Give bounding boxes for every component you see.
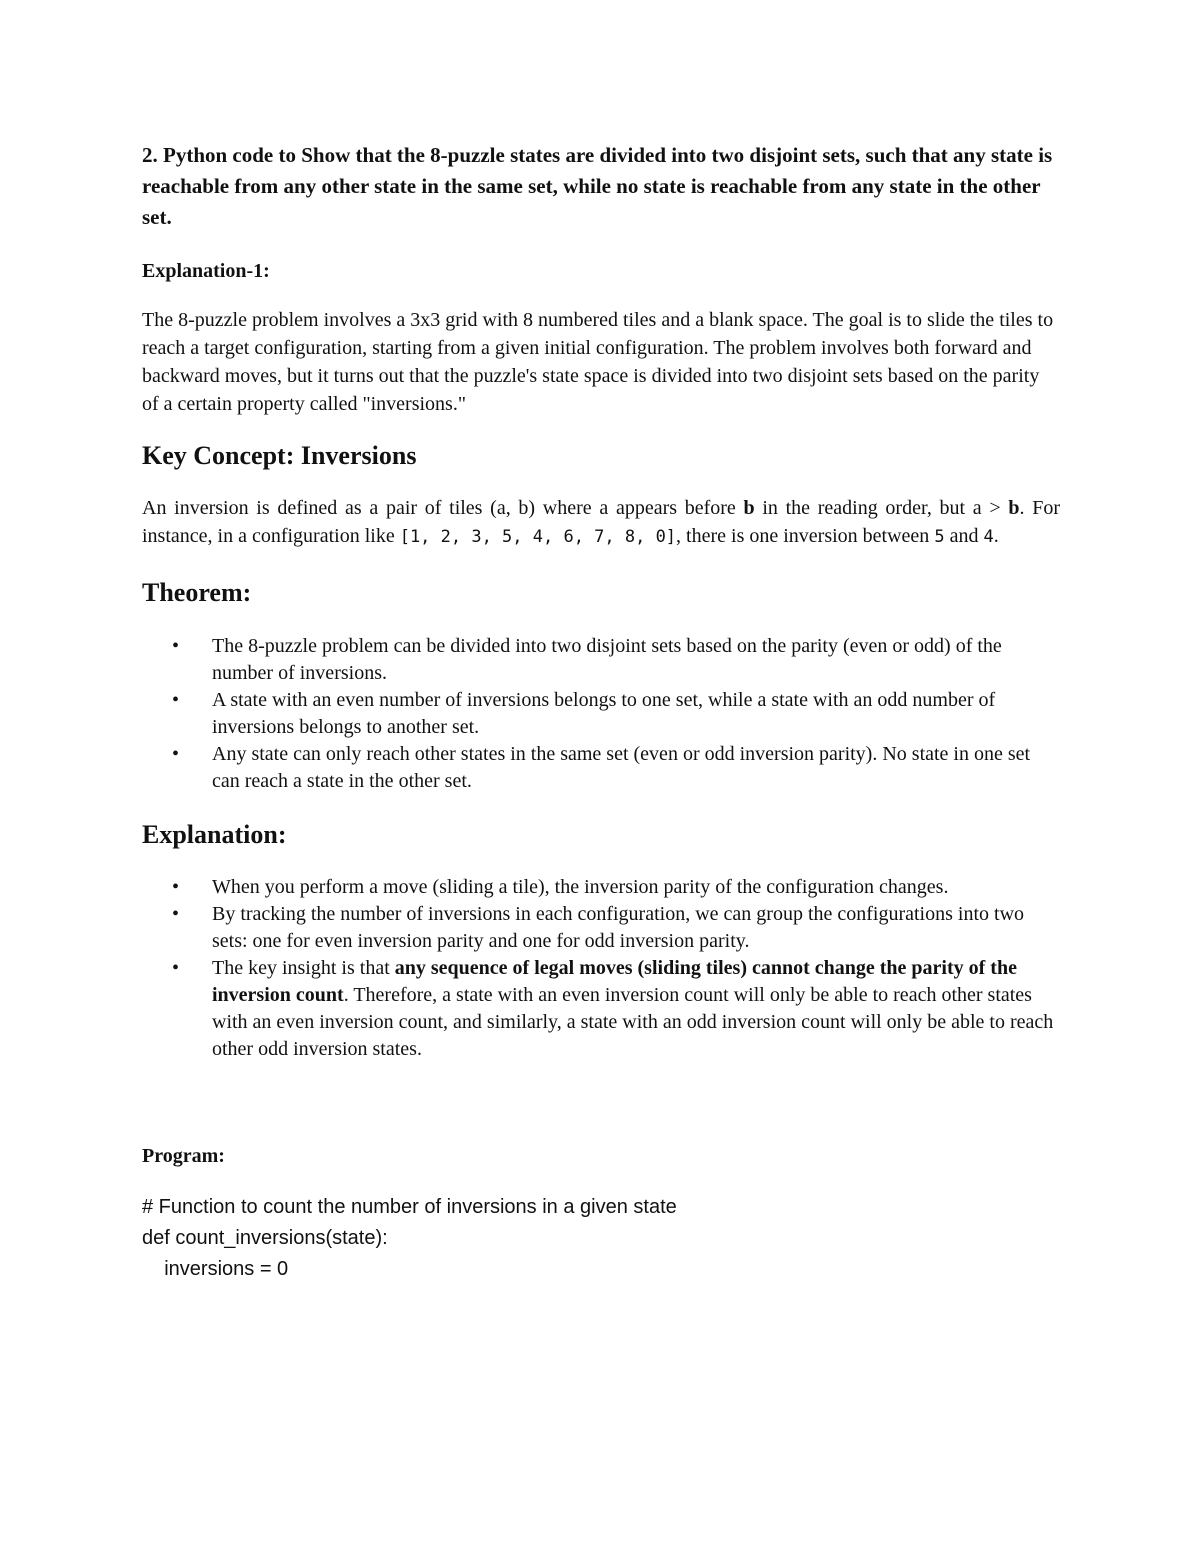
def-text-5: and xyxy=(944,525,984,547)
def-text-6: . xyxy=(993,525,999,547)
def-b-bold-2: b xyxy=(1008,497,1020,519)
code-line-inversions: inversions = 0 xyxy=(142,1258,289,1280)
document-page xyxy=(142,140,1060,1285)
def-text-3: . For instance, in a configuration like xyxy=(142,497,1060,547)
key-concept-heading: Key Concept: Inversions xyxy=(142,441,417,470)
inversion-definition xyxy=(142,494,1060,551)
theorem-list xyxy=(142,633,1060,795)
code-line-def: def count_inversions(state): xyxy=(142,1227,388,1249)
def-text-1: An inversion is defined as a pair of tiles (a, b) where a appears before xyxy=(142,497,744,519)
program-code xyxy=(142,1192,1060,1285)
explanation-heading: Explanation: xyxy=(142,820,287,849)
key-insight-start: The key insight is that xyxy=(212,957,395,979)
def-text-2: in the reading order, but a > xyxy=(754,497,1009,519)
explanation-1-paragraph: The 8-puzzle problem involves a 3x3 grid with 8 numbered tiles and a blank space. The goal is to slide the tiles to reach a target configuration, starting from a given initial configuration. The problem involves both forward and backward moves, but it turns out that the puzzle's state space is divided into two disjoint sets based on the parity of a certain property called "inversions." xyxy=(142,309,1054,415)
code-line-comment: # Function to count the number of inversions in a given state xyxy=(142,1196,677,1218)
code-five: 5 xyxy=(934,527,945,547)
theorem-item: • Any state can only reach other states in the same set (even or odd inversion parity). No state in one set can reach a state in the other set. xyxy=(142,741,1060,795)
key-insight-bold: any sequence of legal moves (sliding tiles) cannot change the parity of the inversion count xyxy=(212,957,1017,1006)
explanation-list xyxy=(142,874,1060,1063)
theorem-item: • A state with an even number of inversions belongs to one set, while a state with an odd number of inversions belongs to another set. xyxy=(142,687,1060,741)
code-four: 4 xyxy=(983,527,994,547)
theorem-heading: Theorem: xyxy=(142,578,252,607)
theorem-item: • The 8-puzzle problem can be divided into two disjoint sets based on the parity (even or odd) of the number of inversions. xyxy=(142,633,1060,687)
def-b-bold: b xyxy=(743,497,755,519)
explanation-item: • When you perform a move (sliding a tile), the inversion parity of the configuration changes. xyxy=(142,874,1060,901)
key-insight-end: . Therefore, a state with an even inversion count will only be able to reach other states with an even inversion count, and similarly, a state with an odd inversion count will only be able to reach other odd inversion states. xyxy=(212,984,1054,1060)
explanation-item: • By tracking the number of inversions in each configuration, we can group the configurations into two sets: one for even inversion parity and one for odd inversion parity. xyxy=(142,901,1060,955)
explanation-1-label: Explanation-1: xyxy=(142,260,270,282)
config-example-code: [1, 2, 3, 5, 4, 6, 7, 8, 0] xyxy=(399,527,677,547)
program-label: Program: xyxy=(142,1145,225,1167)
def-text-4: , there is one inversion between xyxy=(676,525,935,547)
task-title: 2. Python code to Show that the 8-puzzle states are divided into two disjoint sets, such that any state is reachable from any other state in the same set, while no state is reachable from any state in the other set. xyxy=(142,143,1053,229)
explanation-item-key-insight xyxy=(142,955,1060,1063)
